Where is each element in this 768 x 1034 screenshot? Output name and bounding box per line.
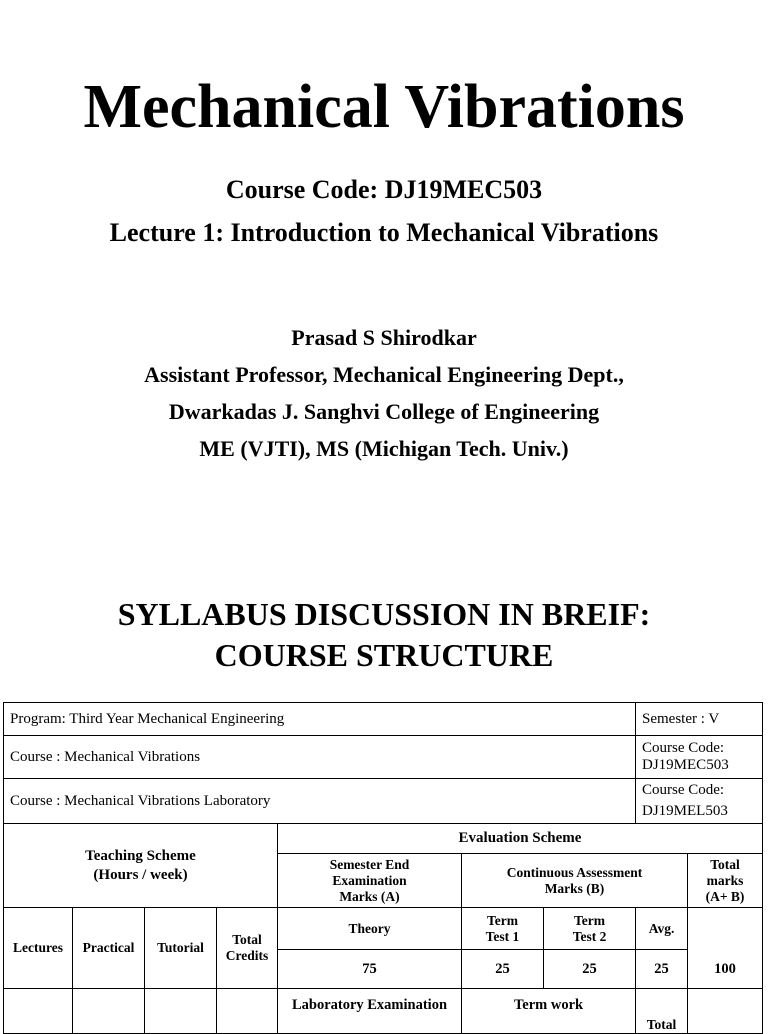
practical-blank-cell xyxy=(73,989,145,1034)
term-test-2-line1: Term xyxy=(574,912,605,928)
course-row xyxy=(4,736,763,779)
practical-cell: Practical xyxy=(73,908,145,989)
term-test-2-header-cell xyxy=(544,908,636,950)
author-name: Prasad S Shirodkar xyxy=(291,325,477,350)
term-test-1-line1: Term xyxy=(487,912,518,928)
avg-header-cell: Avg. xyxy=(636,908,688,950)
sem-end-line2: Examination xyxy=(332,872,407,888)
author-qualification: ME (VJTI), MS (Michigan Tech. Univ.) xyxy=(199,436,569,461)
continuous-line1: Continuous Assessment xyxy=(506,864,643,880)
total-marks-line2: marks xyxy=(706,872,744,888)
lab-code-value: DJ19MEL503 xyxy=(642,803,728,819)
term-test-2-line2: Test 2 xyxy=(572,928,607,944)
lab-course-row xyxy=(4,779,763,824)
program-cell: Program: Third Year Mechanical Engineering xyxy=(4,703,636,736)
evaluation-header-row xyxy=(4,824,763,854)
total-credits-cell xyxy=(217,908,278,989)
lab-exam-row xyxy=(4,989,763,1034)
lab-course-cell: Course : Mechanical Vibrations Laboratory xyxy=(4,779,636,824)
theory-marks-cell: 75 xyxy=(278,950,462,989)
syllabus-heading-line2: COURSE STRUCTURE xyxy=(214,637,554,673)
sem-end-cell xyxy=(278,854,462,908)
avg-marks-cell: 25 xyxy=(636,950,688,989)
teaching-scheme-cell xyxy=(4,824,278,908)
term-test-1-marks-cell: 25 xyxy=(462,950,544,989)
lab-course-code-cell xyxy=(636,779,763,824)
tutorial-blank-cell xyxy=(145,989,217,1034)
total-credits-line1: Total xyxy=(232,932,262,947)
total-marks-line1: Total xyxy=(710,856,740,872)
author-college: Dwarkadas J. Sanghvi College of Engineering xyxy=(168,399,600,424)
credits-blank-cell xyxy=(217,989,278,1034)
theory-header-cell: Theory xyxy=(278,908,462,950)
sem-end-line1: Semester End xyxy=(329,856,410,872)
teaching-scheme-label: Teaching Scheme xyxy=(85,847,196,864)
term-work-cell: Term work xyxy=(462,989,636,1034)
total-marks-value-cell: 100 xyxy=(688,908,763,989)
teaching-scheme-unit: (Hours / week) xyxy=(93,866,188,883)
total-marks-header-cell xyxy=(688,854,763,908)
course-code-cell: Course Code: DJ19MEC503 xyxy=(636,736,763,779)
lecture-line: Lecture 1: Introduction to Mechanical Vibrations xyxy=(109,218,659,247)
term-test-1-header-cell xyxy=(462,908,544,950)
continuous-assessment-cell xyxy=(462,854,688,908)
lectures-cell: Lectures xyxy=(4,908,73,989)
author-designation: Assistant Professor, Mechanical Engineering Dept., xyxy=(144,362,624,387)
continuous-line2: Marks (B) xyxy=(544,880,605,896)
total-credits-line2: Credits xyxy=(225,948,269,963)
syllabus-heading-line1: SYLLABUS DISCUSSION IN BREIF: xyxy=(117,596,651,632)
lab-code-label: Course Code: xyxy=(642,782,725,798)
lab-exam-cell: Laboratory Examination xyxy=(278,989,462,1034)
sem-end-line3: Marks (A) xyxy=(339,888,400,904)
marks-header-row xyxy=(4,908,763,950)
program-row xyxy=(4,703,763,736)
course-code-line: Course Code: DJ19MEC503 xyxy=(225,175,543,204)
semester-cell: Semester : V xyxy=(636,703,763,736)
evaluation-scheme-cell: Evaluation Scheme xyxy=(278,824,763,854)
course-cell: Course : Mechanical Vibrations xyxy=(4,736,636,779)
lectures-blank-cell xyxy=(4,989,73,1034)
syllabus-slide xyxy=(0,560,768,1032)
tutorial-cell: Tutorial xyxy=(145,908,217,989)
term-test-2-marks-cell: 25 xyxy=(544,950,636,989)
total-partial-cell: Total xyxy=(636,989,688,1034)
total-blank-cell xyxy=(688,989,763,1034)
course-structure-table xyxy=(3,702,763,1034)
slide-title: Mechanical Vibrations xyxy=(83,73,685,141)
term-test-1-line2: Test 1 xyxy=(485,928,520,944)
total-marks-line3: (A+ B) xyxy=(705,888,745,904)
